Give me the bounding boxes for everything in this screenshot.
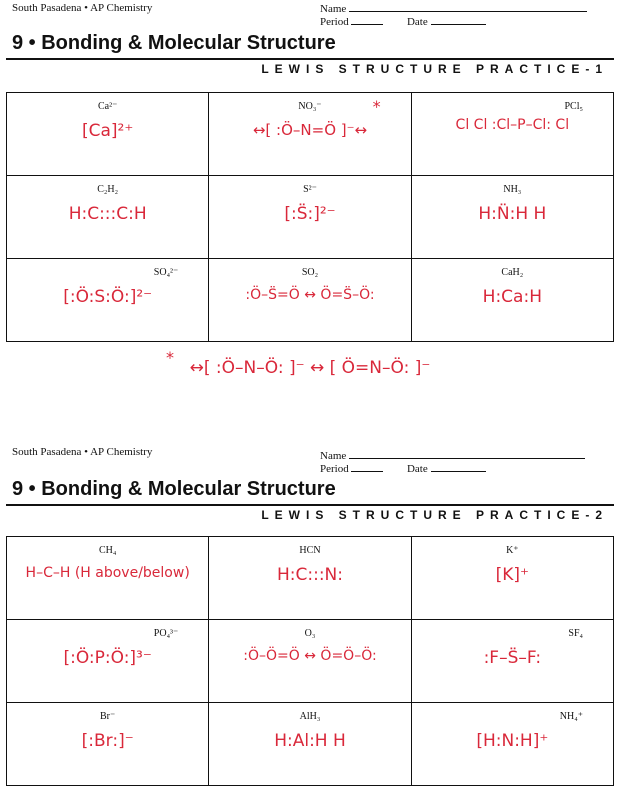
formula-label: PCl₅	[564, 101, 583, 112]
date-label: Date	[406, 463, 428, 475]
cell-so4	[7, 259, 209, 342]
formula-label: O₃	[304, 628, 316, 639]
lewis-answer: H:N̈:H H	[478, 204, 547, 224]
lewis-answer: [K]⁺	[495, 565, 530, 585]
formula-label: AlH₃	[299, 711, 321, 722]
period-line	[351, 14, 383, 25]
cell-br	[7, 703, 209, 786]
name-field	[320, 1, 587, 15]
date-label: Date	[406, 16, 428, 28]
lewis-answer: H–C–H (H above/below)	[25, 565, 190, 581]
lewis-answer: [:Br:]⁻	[81, 731, 134, 751]
lewis-answer: Cl Cl :Cl–P–Cl: Cl	[455, 117, 570, 133]
formula-label: SO₄²⁻	[153, 267, 179, 278]
cell-k	[411, 537, 613, 620]
lewis-answer: :F–S̈–F:	[483, 648, 542, 668]
cell-s2	[209, 176, 411, 259]
worksheet-2	[0, 444, 620, 790]
lewis-answer: H:Al:H H	[274, 731, 346, 751]
title-rule	[6, 504, 614, 506]
formula-label: NH₄⁺	[559, 711, 583, 722]
page-subtitle: LEWIS STRUCTURE PRACTICE-1	[261, 62, 608, 76]
formula-label: CH₄	[98, 545, 117, 556]
period-line	[351, 461, 383, 472]
formula-label: NH₃	[503, 184, 522, 195]
formula-label: Br⁻	[100, 711, 116, 722]
formula-label: S²⁻	[303, 184, 317, 195]
lewis-answer: ↔[ :Ö–N=Ö ]⁻↔	[252, 121, 368, 139]
lewis-answer: H:C:::C:H	[68, 204, 147, 224]
cell-so2	[209, 259, 411, 342]
page-title: 9 • Bonding & Molecular Structure	[12, 478, 336, 500]
lewis-answer: :Ö–Ö=Ö ↔ Ö=Ö–Ö:	[243, 648, 377, 664]
lewis-answer: [H:N:H]⁺	[476, 731, 549, 751]
cell-ch4	[7, 537, 209, 620]
lewis-answer: H:Ca:H	[482, 287, 542, 307]
cell-pcl5	[411, 93, 613, 176]
cell-po4	[7, 620, 209, 703]
cell-cah2	[411, 259, 613, 342]
star-mark: *	[372, 97, 381, 116]
formula-label: SO₂	[301, 267, 319, 278]
formula-label: CaH₂	[501, 267, 524, 278]
cell-no3	[209, 93, 411, 176]
name-field	[320, 448, 585, 462]
star-mark: *	[166, 348, 174, 367]
formula-label: PO₄³⁻	[153, 628, 179, 639]
name-label: Name	[320, 3, 347, 15]
cell-c2h2	[7, 176, 209, 259]
cell-o3	[209, 620, 411, 703]
page-title: 9 • Bonding & Molecular Structure	[12, 32, 336, 54]
no3-resonance-extra: ↔[ :Ö–N–Ö: ]⁻ ↔ [ Ö=N–Ö: ]⁻	[189, 358, 431, 378]
course-label: South Pasadena • AP Chemistry	[12, 2, 153, 14]
lewis-answer: [:Ö:P:Ö:]³⁻	[63, 648, 152, 668]
cell-nh3	[411, 176, 613, 259]
date-line	[431, 14, 486, 25]
formula-label: Ca²⁻	[97, 101, 118, 112]
period-date-field	[320, 14, 486, 28]
title-rule	[6, 58, 614, 60]
name-line	[349, 1, 587, 12]
lewis-grid-1	[6, 92, 614, 342]
lewis-answer: [:S̈:]²⁻	[284, 204, 336, 224]
lewis-answer: H:C:::N:	[276, 565, 343, 585]
formula-label: C₂H₂	[97, 184, 119, 195]
formula-label: HCN	[299, 545, 321, 556]
lewis-answer: [Ca]²⁺	[81, 121, 134, 141]
lewis-answer: [:Ö:S:Ö:]²⁻	[63, 287, 153, 307]
period-label: Period	[320, 16, 349, 28]
name-line	[349, 448, 585, 459]
cell-sf4	[411, 620, 613, 703]
cell-nh4	[411, 703, 613, 786]
formula-label: K⁺	[506, 545, 519, 556]
name-label: Name	[320, 450, 347, 462]
course-label: South Pasadena • AP Chemistry	[12, 446, 153, 458]
date-line	[431, 461, 486, 472]
cell-alh3	[209, 703, 411, 786]
cell-hcn	[209, 537, 411, 620]
cell-ca	[7, 93, 209, 176]
lewis-grid-2	[6, 536, 614, 786]
lewis-answer: :Ö–S̈=Ö ↔ Ö=S̈–Ö:	[245, 287, 375, 303]
formula-label: SF₄	[568, 628, 583, 639]
period-date-field	[320, 461, 486, 475]
period-label: Period	[320, 463, 349, 475]
formula-label: NO₃⁻	[298, 101, 322, 112]
page-subtitle: LEWIS STRUCTURE PRACTICE-2	[261, 508, 608, 522]
